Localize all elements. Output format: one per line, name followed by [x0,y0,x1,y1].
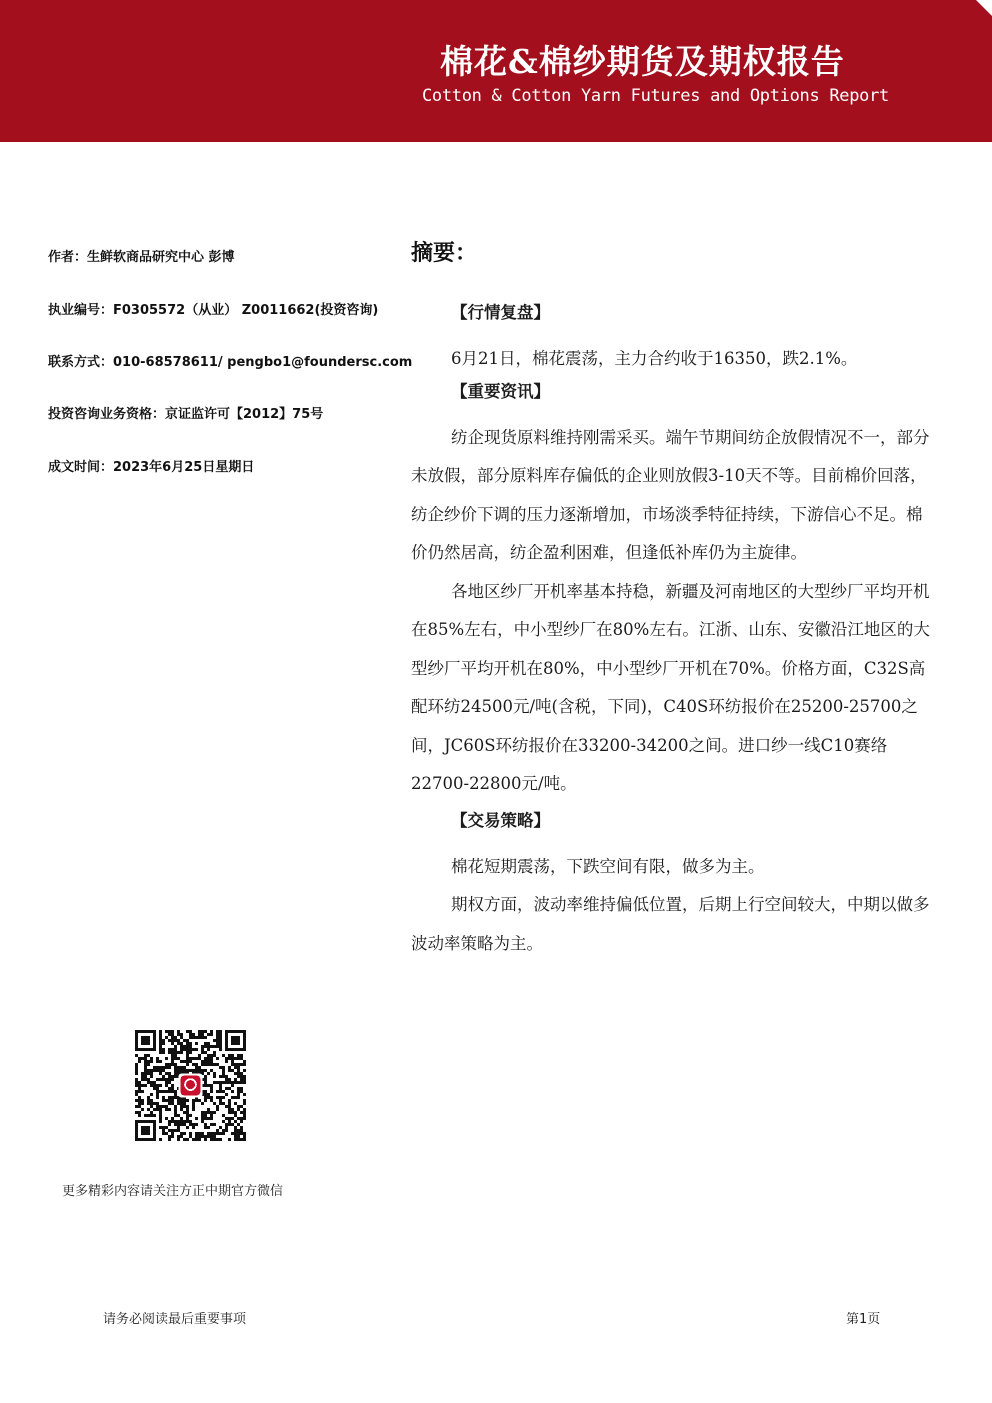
news-heading: 【重要资讯】 [451,381,550,401]
contact-line: 联系方式：010-68578611/ pengbo1@foundersc.com [48,355,413,370]
footer-notice: 请务必阅读最后重要事项 [103,1312,247,1327]
date-line: 成文时间：2023年6月25日星期日 [48,460,255,475]
license-line: 执业编号：F0305572（从业） Z0011662(投资咨询) [48,303,379,318]
strategy-heading: 【交易策略】 [451,810,550,830]
market-review-heading: 【行情复盘】 [451,303,550,322]
page-corner-fold [976,0,992,16]
wechat-qr-code [135,1030,246,1141]
market-review-text: 6月21日，棉花震荡，主力合约收于16350，跌2.1%。 [451,349,858,368]
strategy-paragraph-2: 期权方面，波动率维持偏低位置，后期上行空间较大，中期以做多波动率策略为主。 [411,895,930,953]
page-number: 第1页 [846,1312,881,1327]
header-banner [0,0,992,142]
summary-title: 摘要： [411,241,478,266]
author-line: 作者：生鲜软商品研究中心 彭博 [48,250,235,265]
report-subtitle: Cotton & Cotton Yarn Futures and Options Report [422,86,889,106]
news-paragraph-2: 各地区纱厂开机率基本持稳，新疆及河南地区的大型纱厂平均开机在85%左右，中小型纱厂在80%左右。江浙、山东、安徽沿江地区的大型纱厂平均开机在80%，中小型纱厂开机在70%。价格方面，C32S高配环纺24500元/吨(含税，下同)，C40S环纺报价在25200-25700之间，JC60S环纺报价在33200-34200之间。进口纱一线C10赛络22700-22800元/吨。 [411,581,930,793]
news-paragraph-1: 纺企现货原料维持刚需采买。端午节期间纺企放假情况不一，部分未放假，部分原料库存偏低的企业则放假3-10天不等。目前棉价回落，纺企纱价下调的压力逐渐增加，市场淡季特征持续，下游信心不足。棉价仍然居高，纺企盈利困难，但逢低补库仍为主旋律。 [411,427,930,562]
summary-body [411,302,936,963]
qualification-line: 投资咨询业务资格：京证监许可【2012】75号 [48,407,324,422]
report-title: 棉花&棉纱期货及期权报告 [440,42,845,81]
qr-caption: 更多精彩内容请关注方正中期官方微信 [62,1184,284,1199]
strategy-paragraph-1: 棉花短期震荡，下跌空间有限，做多为主。 [451,856,765,876]
